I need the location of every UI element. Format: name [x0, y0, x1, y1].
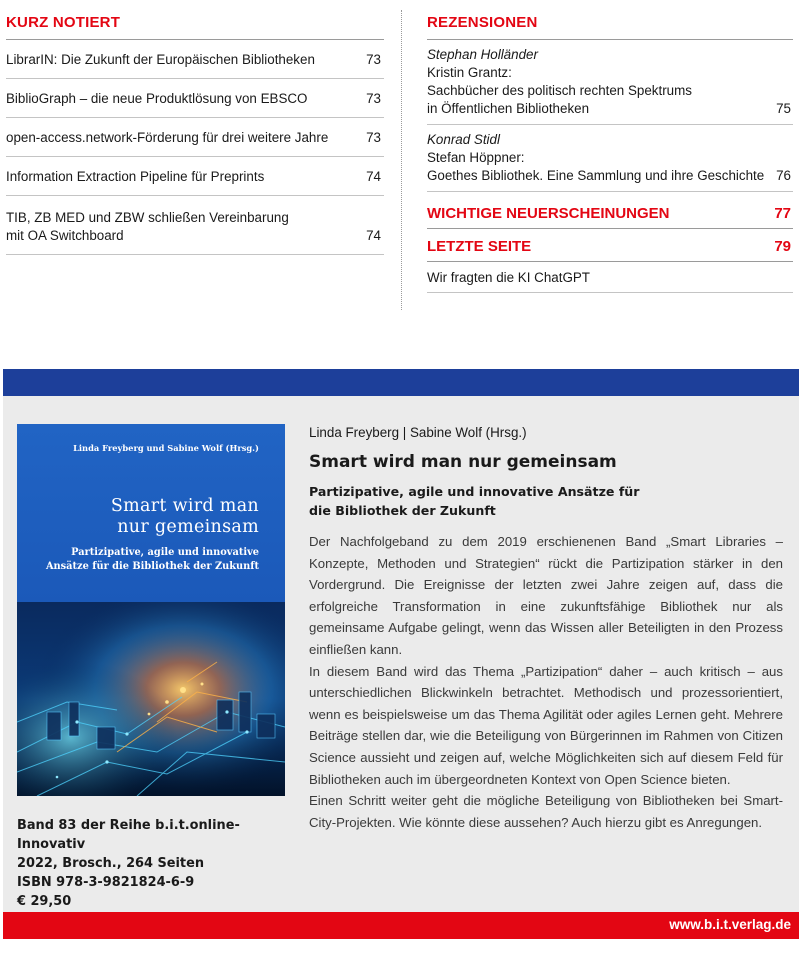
blurb-paragraph: Einen Schritt weiter geht die mögliche Beteiligung von Bibliotheken bei Smart-City-Projekten. Wie könnte diese aussehen? Auch hierzu gibt es Anregungen.	[309, 793, 783, 830]
section-page: 79	[774, 238, 791, 255]
cover-title-line: nur gemeinsam	[117, 517, 259, 537]
toc-entry-page: 76	[776, 168, 791, 183]
section-title: KURZ NOTIERT	[6, 14, 121, 31]
section-page: 77	[774, 205, 791, 222]
book-authors: Linda Freyberg | Sabine Wolf (Hrsg.)	[309, 425, 527, 440]
ad-footer-bar	[3, 912, 799, 939]
cover-subtitle	[19, 546, 259, 574]
reviewer-name: Konrad Stidl	[427, 132, 500, 147]
neuerscheinungen-heading[interactable]	[427, 192, 793, 229]
toc-entry-title: BiblioGraph – die neue Produktlösung von EBSCO	[6, 91, 308, 106]
cover-subtitle-line: Ansätze für die Bibliothek der Zukunft	[45, 561, 259, 572]
toc-entry-page: 73	[366, 52, 381, 67]
book-subtitle	[309, 482, 783, 520]
toc-entry-title: Information Extraction Pipeline für Preprints	[6, 169, 265, 184]
book-author: Kristin Grantz:	[427, 65, 512, 80]
book-author: Stefan Höppner:	[427, 150, 525, 165]
circuit-city-image	[17, 602, 285, 796]
book-title-line: in Öffentlichen Bibliotheken	[427, 101, 590, 116]
book-subtitle-line: die Bibliothek der Zukunft	[309, 503, 496, 518]
toc-entry-title-line: mit OA Switchboard	[6, 228, 124, 243]
toc-entry-title	[6, 209, 289, 245]
book-edition: 2022, Brosch., 264 Seiten	[17, 856, 204, 871]
toc-entry-page: 75	[776, 101, 791, 116]
toc-entry-title: open-access.network-Förderung für drei weitere Jahre	[6, 130, 329, 145]
cover-authors: Linda Freyberg und Sabine Wolf (Hrsg.)	[73, 443, 259, 453]
toc-entry[interactable]	[6, 157, 384, 196]
book-title-line: Sachbücher des politisch rechten Spektrums	[427, 83, 692, 98]
blurb-paragraph: In diesem Band wird das Thema „Partizipation“ daher – auch kritisch – aus unterschiedlichen Blickwinkeln betrachtet. Methodisch und prozessorientiert, wenn es beispielsweise um das Thema Agilität oder agiles Lernen geht. Mehrere Beiträge stellen dar, wie die Beteiligung von Bürgerinnen im Rahmen von Citizen Science aussieht und zeigen auf, welche Möglichkeiten sich auf diesem Feld für Bibliotheken auch im übergeordneten Kontext von Open Science bieten.	[309, 663, 783, 787]
section-heading	[427, 14, 793, 40]
section-heading	[6, 14, 384, 40]
review-entry[interactable]	[427, 125, 793, 192]
cover-title	[19, 496, 259, 538]
publisher-url-link[interactable]: www.b.i.t.verlag.de	[669, 917, 791, 932]
kurz-notiert-section	[6, 14, 384, 255]
toc-entry-page: 73	[366, 91, 381, 106]
book-info	[17, 816, 307, 911]
section-title: LETZTE SEITE	[427, 238, 532, 255]
ad-top-bar	[3, 369, 799, 396]
toc-entry-page: 74	[366, 228, 381, 243]
blurb-paragraph: Der Nachfolgeband zu dem 2019 erschienenen Band „Smart Libraries – Konzepte, Methoden und Strategien“ rückt die Partizipation stärker in den Vordergrund. Die Ereignisse der letzten zwei Jahre zeigen auf, dass die erfolgreiche Transformation in eine zukunftsfähige Bibliothek nur als gemeinsame Aufgabe gelingt, wenn das Wissen aller Beteiligten in den Prozess einfließen kann.	[309, 534, 783, 657]
toc-entry-title-line: TIB, ZB MED und ZBW schließen Vereinbarung	[6, 210, 289, 225]
toc-entry[interactable]	[6, 79, 384, 118]
toc-entry[interactable]	[6, 40, 384, 79]
toc-entry-title: Wir fragten die KI ChatGPT	[427, 270, 590, 285]
toc-entry[interactable]	[6, 118, 384, 157]
review-entry[interactable]	[427, 40, 793, 125]
toc-entry-page: 74	[366, 169, 381, 184]
cover-title-line: Smart wird man	[110, 496, 259, 516]
book-subtitle-line: Partizipative, agile und innovative Ansätze für	[309, 484, 640, 499]
column-divider	[401, 10, 402, 310]
toc-entry-title: LibrarIN: Die Zukunft der Europäischen Bibliotheken	[6, 52, 315, 67]
letzte-seite-heading[interactable]	[427, 229, 793, 262]
book-cover	[17, 424, 285, 796]
cover-subtitle-line: Partizipative, agile und innovative	[71, 547, 259, 558]
reviewer-name: Stephan Holländer	[427, 47, 538, 62]
book-description	[309, 424, 783, 833]
book-isbn: ISBN 978-3-9821824-6-9	[17, 875, 195, 890]
book-series: Band 83 der Reihe b.i.t.online-Innovativ	[17, 818, 240, 852]
book-title-line: Goethes Bibliothek. Eine Sammlung und ihre Geschichte	[427, 168, 765, 183]
toc-entry[interactable]	[6, 196, 384, 255]
book-price: € 29,50	[17, 894, 72, 909]
book-blurb	[309, 531, 783, 833]
section-title: REZENSIONEN	[427, 14, 538, 31]
rezensionen-section	[427, 14, 793, 293]
table-of-contents	[0, 0, 800, 320]
toc-entry-page: 73	[366, 130, 381, 145]
section-title: WICHTIGE NEUERSCHEINUNGEN	[427, 205, 670, 222]
toc-entry[interactable]	[427, 262, 793, 293]
book-title: Smart wird man nur gemeinsam	[309, 452, 617, 472]
